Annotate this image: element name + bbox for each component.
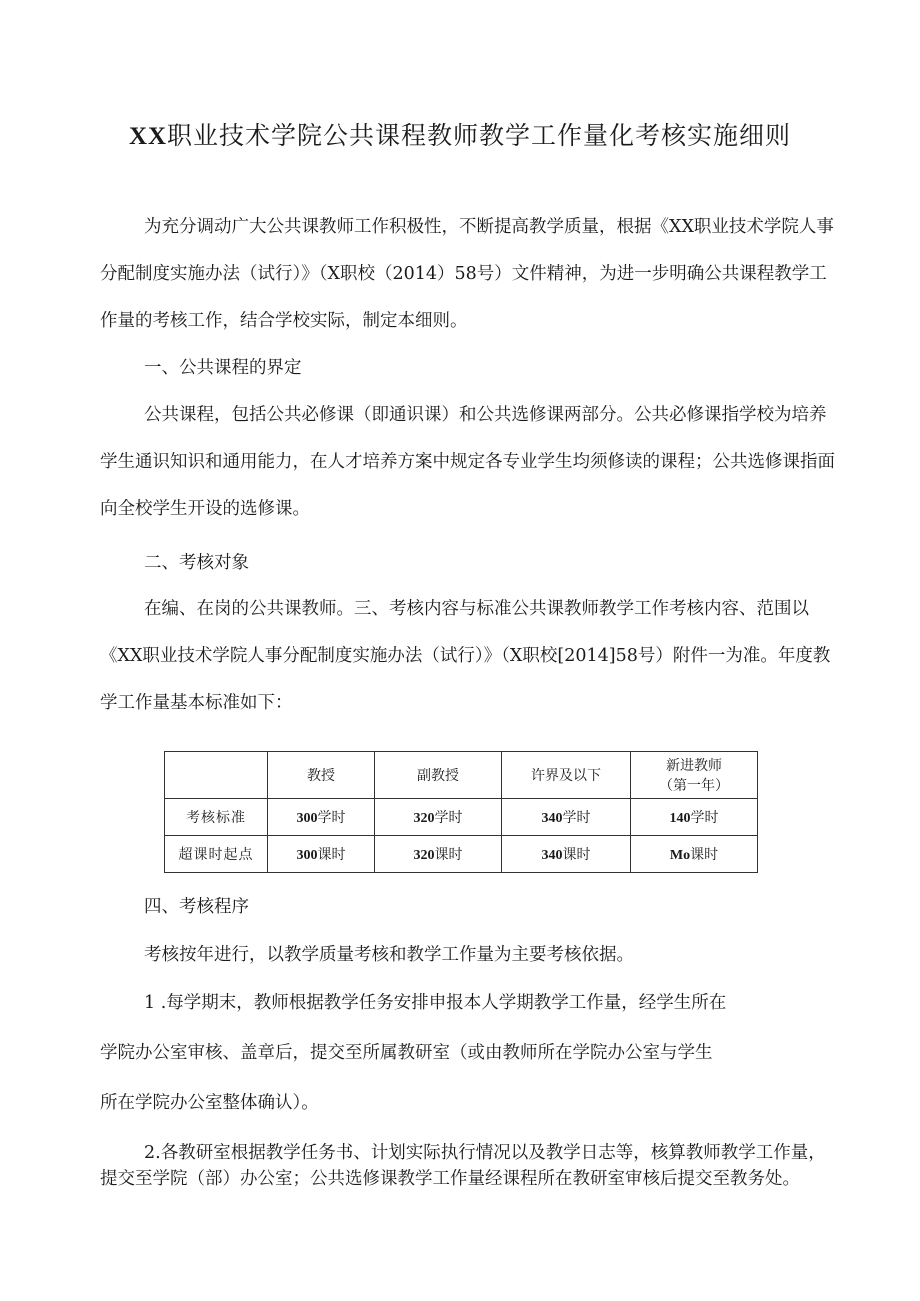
table-row-label: 超课时起点 [165,836,268,873]
table-cell [268,799,375,836]
table-cell [502,799,631,836]
document-title [0,116,920,152]
procedure-item-1-line3: 所在学院办公室整体确认）。 [100,1093,319,1113]
section-heading-2: 二、考核对象 [144,553,249,573]
table-header-row [165,752,758,799]
table-header-cell [165,752,268,799]
table-row [165,836,758,873]
table-cell [502,836,631,873]
table-header-cell: 副教授 [375,752,502,799]
cell-unit: 课时 [434,847,463,863]
table-cell [631,836,758,873]
cell-number: 320 [413,848,435,863]
section-4-paragraph: 考核按年进行，以教学质量考核和教学工作量为主要考核依据。 [144,945,634,965]
cell-number: 340 [541,811,563,826]
cell-unit: 学时 [434,810,463,826]
cell-number: 320 [413,811,435,826]
table-cell [268,836,375,873]
header-new-teacher-line2: （第一年） [659,778,729,794]
cell-unit: 课时 [562,847,591,863]
section-2-paragraph: 在编、在岗的公共课教师。三、考核内容与标准公共课教师教学工作考核内容、范围以《XX职业技术学院人事分配制度实施办法（试行）》（X职校[2014]58号）附件一为准。年度教学工作量基本标准如下： [100,599,831,713]
cell-unit: 学时 [562,810,591,826]
table-row [165,799,758,836]
intro-paragraph: 为充分调动广大公共课教师工作积极性，不断提高教学质量，根据《XX职业技术学院人事分配制度实施办法（试行）》（X职校（2014）58号）文件精神，为进一步明确公共课程教学工作量的考核工作，结合学校实际，制定本细则。 [100,217,834,331]
cell-unit: 学时 [690,810,719,826]
header-new-teacher-line1: 新进教师 [666,758,722,774]
cell-unit: 课时 [317,847,346,863]
table-cell [375,799,502,836]
workload-standard-table [164,751,758,873]
cell-number: 300 [296,848,318,863]
title-text: 职业技术学院公共课程教师教学工作量化考核实施细则 [167,121,792,150]
table-header-cell [631,752,758,799]
procedure-item-1-line1: 1 .每学期末，教师根据教学任务安排申报本人学期教学工作量，经学生所在 [144,993,727,1013]
cell-number: 140 [669,811,691,826]
title-prefix: XX [128,123,168,150]
cell-unit: 学时 [317,810,346,826]
procedure-item-1-line2: 学院办公室审核、盖章后，提交至所属教研室（或由教师所在学院办公室与学生 [100,1043,713,1063]
section-heading-4: 四、考核程序 [144,897,249,917]
table-row-label: 考核标准 [165,799,268,836]
cell-number: 300 [296,811,318,826]
cell-number: Mo [669,848,691,863]
procedure-item-2: 2.各教研室根据教学任务书、计划实际执行情况以及教学日志等，核算教师教学工作量，提交至学院（部）办公室；公共选修课教学工作量经课程所在教研室审核后提交至教务处。 [100,1143,826,1189]
cell-number: 340 [541,848,563,863]
table-cell [631,799,758,836]
cell-unit: 课时 [690,847,719,863]
table-header-cell: 教授 [268,752,375,799]
table-header-cell: 许界及以下 [502,752,631,799]
section-1-paragraph: 公共课程，包括公共必修课（即通识课）和公共选修课两部分。公共必修课指学校为培养学生通识知识和通用能力，在人才培养方案中规定各专业学生均须修读的课程；公共选修课指面向全校学生开设的选修课。 [100,405,835,519]
table-cell [375,836,502,873]
section-heading-1: 一、公共课程的界定 [144,358,302,378]
